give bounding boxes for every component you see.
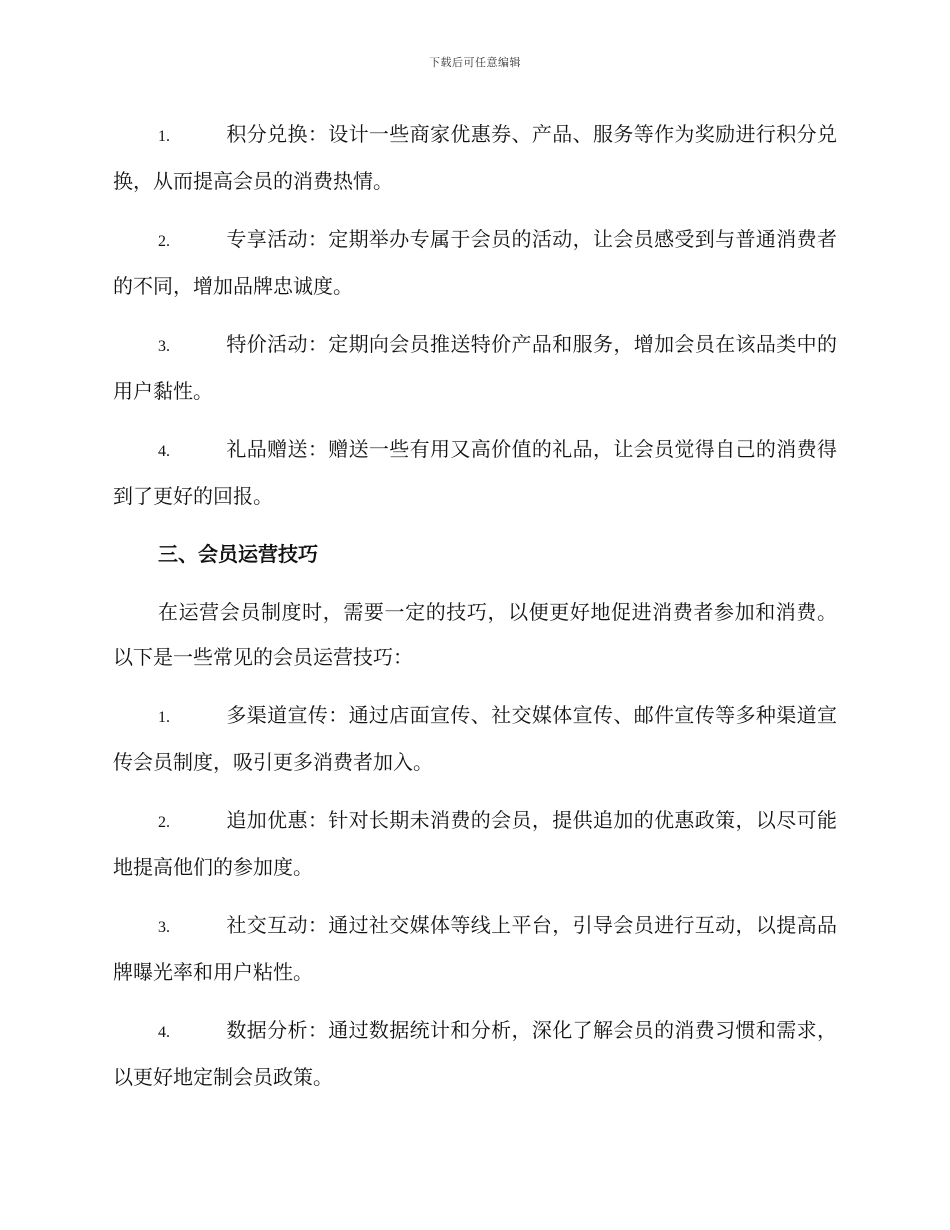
list-item [113,217,837,309]
list-item [113,903,837,995]
list-number: 4. [158,443,170,460]
section-heading: 三、会员运营技巧 [158,542,318,566]
list-item [113,112,837,204]
list-item [113,1008,837,1100]
list-number: 3. [158,338,170,355]
list-text: 社交互动：通过社交媒体等线上平台，引导会员进行互动，以提高品牌曝光率和用户粘性。 [113,913,837,984]
list-item [113,322,837,414]
list-number: 4. [158,1024,170,1041]
list-text: 多渠道宣传：通过店面宣传、社交媒体宣传、邮件宣传等多种渠道宣传会员制度，吸引更多消费者加入。 [113,703,837,774]
document-body [113,112,837,1113]
list-text: 特价活动：定期向会员推送特价产品和服务，增加会员在该品类中的用户黏性。 [113,332,837,403]
list-text: 数据分析：通过数据统计和分析，深化了解会员的消费习惯和需求，以更好地定制会员政策。 [113,1018,837,1089]
page-header: 下载后可任意编辑 [429,56,521,69]
intro-paragraph: 在运营会员制度时，需要一定的技巧，以便更好地促进消费者参加和消费。以下是一些常见的会员运营技巧： [113,600,837,669]
list-item [113,427,837,519]
list-number: 2. [158,233,170,250]
list-item [113,693,837,785]
list-number: 1. [158,709,170,726]
list-number: 2. [158,814,170,831]
list-text: 礼品赠送：赠送一些有用又高价值的礼品，让会员觉得自己的消费得到了更好的回报。 [113,437,837,508]
list-number: 3. [158,919,170,936]
list-text: 追加优惠：针对长期未消费的会员，提供追加的优惠政策，以尽可能地提高他们的参加度。 [113,808,837,879]
list-text: 积分兑换：设计一些商家优惠券、产品、服务等作为奖励进行积分兑换，从而提高会员的消费热情。 [113,122,837,193]
list-item [113,798,837,890]
list-number: 1. [158,128,170,145]
list-text: 专享活动：定期举办专属于会员的活动，让会员感受到与普通消费者的不同，增加品牌忠诚度。 [113,227,837,298]
